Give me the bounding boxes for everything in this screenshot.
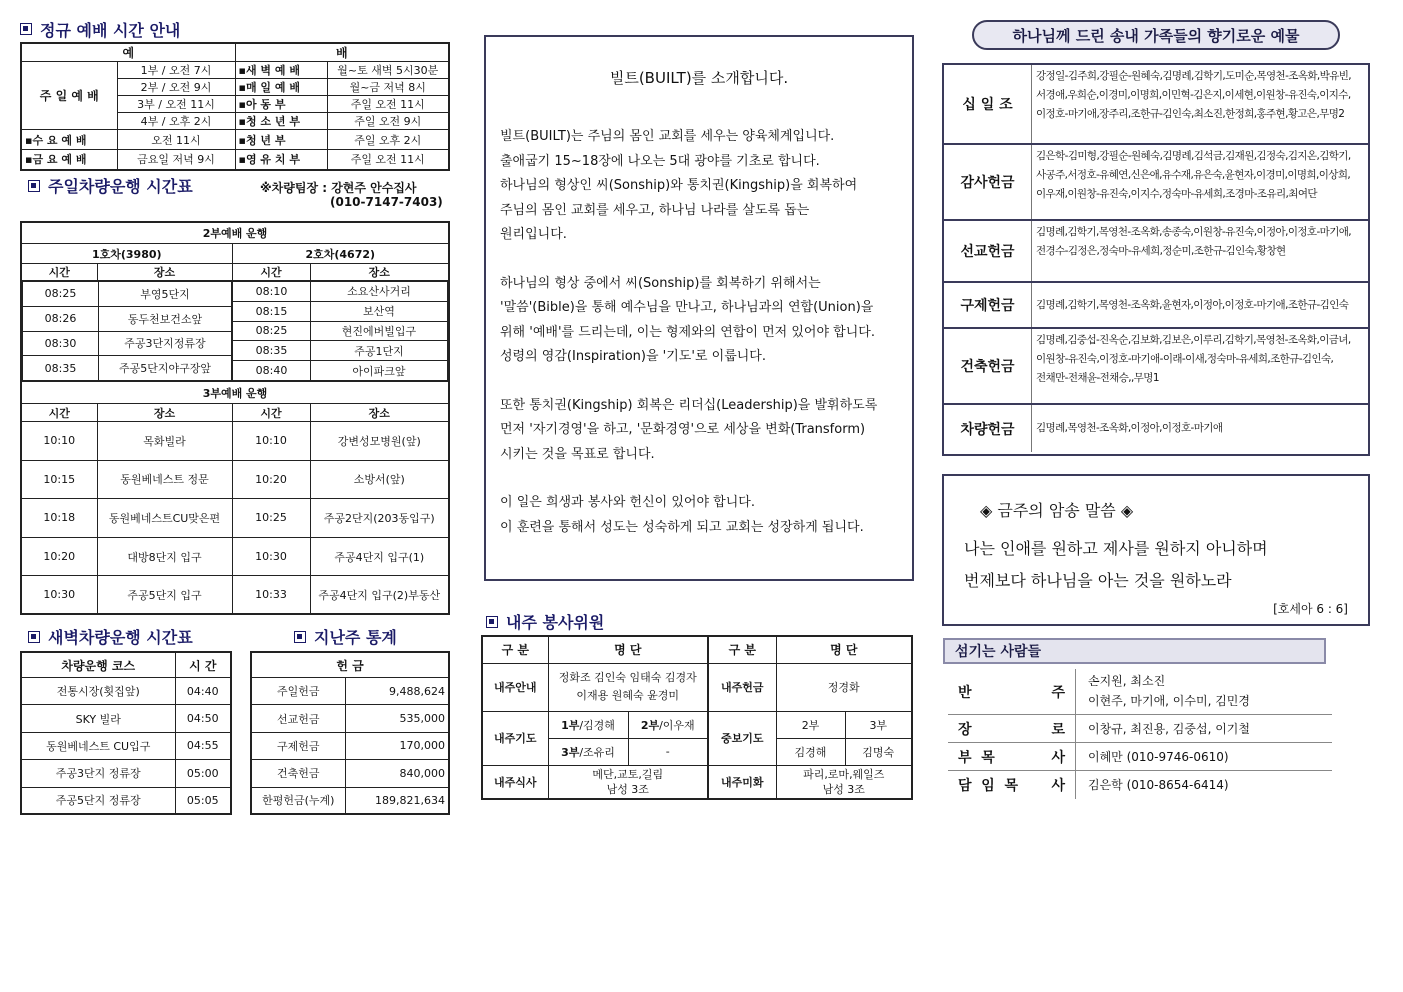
volunteers-table [481, 635, 913, 800]
car2-stops [232, 281, 448, 381]
stop-place: 주공2단지(203동입구) [310, 499, 449, 538]
staff-row-class-leaders: 반 주 손지원, 최소진 이현주, 마기애, 이수미, 김민경 [948, 669, 1332, 715]
stop-place: 부영5단지 [99, 282, 232, 307]
stop-time: 10:25 [232, 499, 310, 538]
stats-header: 헌 금 [251, 652, 449, 677]
square-bullet-icon [28, 180, 40, 192]
stop-place: 주공5단지야구장앞 [99, 356, 232, 381]
kindergarten-time: 주일 오전 11시 [327, 150, 449, 170]
course-time: 05:05 [175, 787, 231, 814]
bus-contact-name: ※차량팀장 : 강현주 안수집사 [260, 180, 417, 195]
sunday-bus-table [20, 221, 450, 616]
car2-header: 2호차(4672) [232, 244, 449, 264]
col-gubun: 구 분 [708, 636, 776, 663]
col-name: 명 단 [776, 636, 912, 663]
stop-time: 10:15 [21, 460, 97, 499]
built-title: 빌트(BUILT)를 소개합니다. [609, 69, 789, 87]
prayer-3: 3부/조유리 [548, 738, 628, 765]
youth-label: ▪청 년 부 [235, 130, 327, 150]
stop-time: 08:10 [233, 282, 311, 302]
prayer-dash: - [628, 738, 708, 765]
offering-row-vehicle: 차량헌금 김명례,목영천-조옥화,이정아,이정호-마기애 [944, 405, 1368, 452]
col-time: 시간 [21, 264, 97, 281]
offerings-title-pill: 하나님께 드린 송내 가족들의 향기로운 예물 [972, 20, 1340, 50]
youth-time: 주일 오후 2시 [327, 130, 449, 150]
course-time: 04:50 [175, 705, 231, 732]
course-stop: 동원베네스트 CU입구 [21, 732, 175, 759]
prayer-1: 1부/김경해 [548, 711, 628, 738]
worship-time: 주일 오전 11시 [327, 96, 449, 113]
stop-place: 주공3단지정류장 [99, 331, 232, 356]
stop-place: 목화빌라 [97, 422, 232, 461]
built-paragraph: 또한 통치권(Kingship) 회복은 리더십(Leadership)을 발휘하도록 먼저 '자기경영'을 하고, '문화경영'으로 세상을 변화(Transform) 시키는 것을 목표로 합니다. [500, 397, 878, 462]
stop-time: 08:26 [23, 306, 99, 331]
worship-time: 월~금 저녁 8시 [327, 79, 449, 96]
stats-table [250, 651, 450, 815]
stop-time: 10:10 [232, 422, 310, 461]
stop-place: 강변성모병원(앞) [310, 422, 449, 461]
course-time: 04:55 [175, 732, 231, 759]
square-bullet-icon [28, 631, 40, 643]
built-paragraph: 이 일은 희생과 봉사와 헌신이 있어야 합니다. 이 훈련을 통해서 성도는 성숙하게 되고 교회는 성장하게 됩니다. [500, 495, 864, 535]
service2-header: 2부예배 운행 [21, 222, 449, 244]
clean-label: 내주미화 [708, 765, 776, 799]
bus-section-title: 주일차량운행 시간표 [28, 175, 193, 197]
kindergarten-label: ▪영 유 치 부 [235, 150, 327, 170]
stat-value: 9,488,624 [345, 677, 449, 704]
stop-place: 주공1단지 [311, 341, 448, 361]
intercession-label: 중보기도 [708, 711, 776, 765]
offering-row-tithe: 십 일 조 강정일-김주희,강필순-원혜숙,김명례,김학기,도미순,목영천-조옥화,박유빈,서경애,우희순,이경미,이명희,이민혁-김은지,이세현,이원창-유진숙,이지수,이정호-마기애,장주리,조한규-김인숙,최소진,한정희,홍주현,황고은,무명2 [944, 65, 1368, 145]
stop-place: 소방서(앞) [310, 460, 449, 499]
bottom-left-tables [20, 651, 450, 815]
square-bullet-icon [294, 631, 306, 643]
stop-place: 주공5단지 입구 [97, 576, 232, 615]
stop-time: 08:25 [233, 321, 311, 341]
stat-value: 840,000 [345, 760, 449, 787]
course-time: 05:00 [175, 760, 231, 787]
dawn-bus-title: 새벽차량운행 시간표 [28, 625, 193, 648]
memory-verse-line: 번제보다 하나님을 아는 것을 원하노라 [964, 571, 1232, 590]
worship-time: 월~토 새벽 5시30분 [327, 62, 449, 79]
stat-key: 건축헌금 [251, 760, 345, 787]
col-place: 장소 [97, 264, 232, 281]
stop-place: 동원베네스트CU맞은편 [97, 499, 232, 538]
friday-worship-label: ▪금 요 예 배 [21, 150, 117, 170]
worship-header-1: 예 [21, 43, 235, 62]
stat-value: 170,000 [345, 732, 449, 759]
stats-title: 지난주 통계 [294, 625, 397, 648]
worship-label: ▪새 벽 예 배 [235, 62, 327, 79]
stop-time: 10:33 [232, 576, 310, 615]
worship-header-2: 배 [235, 43, 449, 62]
course-stop: SKY 빌라 [21, 705, 175, 732]
sunday-part: 1부 / 오전 7시 [117, 62, 235, 79]
sunday-worship-label: 주 일 예 배 [21, 62, 117, 130]
stop-place: 동원베네스트 정문 [97, 460, 232, 499]
sunday-part: 4부 / 오후 2시 [117, 113, 235, 130]
stop-time: 10:30 [21, 576, 97, 615]
meal-label: 내주식사 [482, 765, 548, 799]
friday-worship-time: 금요일 저녁 9시 [117, 150, 235, 170]
staff-title-bar: 섬기는 사람들 [943, 638, 1326, 664]
stat-key: 한평헌금(누계) [251, 787, 345, 814]
stat-key: 구제헌금 [251, 732, 345, 759]
stop-time: 10:20 [232, 460, 310, 499]
guide-names: 정화조 김인숙 임태숙 김경자 이재용 원혜숙 윤경미 [548, 663, 708, 711]
stop-time: 08:15 [233, 301, 311, 321]
col-course: 차량운행 코스 [21, 652, 175, 677]
square-bullet-icon [486, 616, 498, 628]
stop-time: 10:10 [21, 422, 97, 461]
col-gubun: 구 분 [482, 636, 548, 663]
meal-names: 메단,교토,길림 남성 3조 [548, 765, 708, 799]
stop-time: 08:35 [23, 356, 99, 381]
col-time: 시간 [232, 264, 310, 281]
col-time: 시간 [232, 404, 310, 422]
stop-place: 주공4단지 입구(1) [310, 537, 449, 576]
intercession-h2: 2부 [776, 711, 845, 738]
stop-place: 대방8단지 입구 [97, 537, 232, 576]
staff-row-elders: 장 로 이창규, 최진용, 김중섭, 이기철 [948, 715, 1332, 743]
sunday-part: 3부 / 오전 11시 [117, 96, 235, 113]
offerings-box [942, 63, 1370, 456]
worship-label: ▪청 소 년 부 [235, 113, 327, 130]
staff-row-associate-pastor: 부 목 사 이혜만 (010-9746-0610) [948, 743, 1332, 771]
intercession-h3: 3부 [845, 711, 912, 738]
course-time: 04:40 [175, 677, 231, 704]
bus-contact-phone: (010-7147-7403) [330, 194, 443, 209]
prayer-2: 2부/이우재 [628, 711, 708, 738]
offering-label: 내주헌금 [708, 663, 776, 711]
stop-place: 아이파크앞 [311, 361, 448, 381]
course-stop: 주공3단지 정류장 [21, 760, 175, 787]
stat-key: 선교헌금 [251, 705, 345, 732]
col-name: 명 단 [548, 636, 708, 663]
bus-header [20, 175, 450, 215]
stop-time: 08:25 [23, 282, 99, 307]
built-body [500, 125, 904, 540]
stop-time: 10:30 [232, 537, 310, 576]
course-stop: 주공5단지 정류장 [21, 787, 175, 814]
worship-label: ▪아 동 부 [235, 96, 327, 113]
col-time: 시 간 [175, 652, 231, 677]
staff-list [948, 669, 1332, 799]
stop-place: 동두천보건소앞 [99, 306, 232, 331]
offering-row-mission: 선교헌금 김명례,김학기,목영천-조옥화,송종숙,이원창-유진숙,이정아,이정호-마기애,전경수-김정은,정숙마-유세희,정순미,조한규-김인숙,황창현 [944, 221, 1368, 283]
worship-section-title: 정규 예배 시간 안내 [20, 18, 450, 40]
intercession-n3: 김명숙 [845, 738, 912, 765]
stop-place: 소요산사거리 [311, 282, 448, 302]
col-place: 장소 [310, 264, 449, 281]
stop-time: 10:20 [21, 537, 97, 576]
worship-schedule-table [20, 42, 450, 171]
volunteers-title: 내주 봉사위원 [486, 610, 604, 633]
built-paragraph: 하나님의 형상 중에서 씨(Sonship)를 회복하기 위해서는 '말씀'(Bible)을 통해 예수님을 만나고, 하나님과의 연합(Union)을 위해 '예배'를 드리는데, 이는 형제와의 연합이 먼저 있어야 합니다. 성령의 영감(Inspiration)을 '기도'로 이룹니다. [500, 275, 875, 364]
course-stop: 전통시장(횟집앞) [21, 677, 175, 704]
left-column [20, 18, 450, 815]
offering-row-building: 건축헌금 김명례,김중섭-진옥순,김보화,김보은,이루리,김학기,목영천-조옥화,이금녀,이원창-유진숙,이정호-마기애-이래-이새,정숙마-유세희,조한규-김인숙,전채만-전채윤-전채승,,무명1 [944, 329, 1368, 405]
memory-verse-line: 나는 인애를 원하고 제사를 원하지 아니하며 [964, 539, 1268, 558]
offering-name: 정경화 [776, 663, 912, 711]
wednesday-worship-label: ▪수 요 예 배 [21, 130, 117, 150]
service3-header: 3부예배 운행 [21, 382, 449, 404]
stat-value: 189,821,634 [345, 787, 449, 814]
col-place: 장소 [310, 404, 449, 422]
car1-header: 1호차(3980) [21, 244, 232, 264]
stat-key: 주일헌금 [251, 677, 345, 704]
stop-place: 주공4단지 입구(2)부동산 [310, 576, 449, 615]
stat-value: 535,000 [345, 705, 449, 732]
staff-row-senior-pastor: 담 임 목 사 김은학 (010-8654-6414) [948, 771, 1332, 799]
intercession-n2: 김경해 [776, 738, 845, 765]
prayer-label: 내주기도 [482, 711, 548, 765]
dawn-bus-table [20, 651, 232, 815]
stop-place: 현진에버빌입구 [311, 321, 448, 341]
worship-time: 주일 오전 9시 [327, 113, 449, 130]
sunday-part: 2부 / 오전 9시 [117, 79, 235, 96]
memory-verse-reference: [호세아 6 : 6] [1273, 602, 1348, 616]
stop-time: 10:18 [21, 499, 97, 538]
square-bullet-icon [20, 23, 32, 35]
memory-verse-box [942, 474, 1370, 626]
clean-names: 파리,로마,웨일즈 남성 3조 [776, 765, 912, 799]
offering-row-relief: 구제헌금 김명례,김학기,목영천-조옥화,윤현자,이정아,이정호-마기애,조한규-김인숙 [944, 283, 1368, 329]
offering-row-thanks: 감사헌금 김은학-김미형,강필순-원혜숙,김명례,김석금,김재원,김정숙,김지온,김학기,사공주,서정호-유혜연,신은애,유수재,유은숙,윤현자,이경미,이명희,이상희,이우재,이원창-유진숙,이지수,정숙마-유세희,조경마-조유리,최여단 [944, 145, 1368, 221]
stop-time: 08:30 [23, 331, 99, 356]
wednesday-worship-time: 오전 11시 [117, 130, 235, 150]
worship-label: ▪매 일 예 배 [235, 79, 327, 96]
col-place: 장소 [97, 404, 232, 422]
stop-place: 보산역 [311, 301, 448, 321]
bottom-left-titles [20, 623, 450, 649]
stop-time: 08:35 [233, 341, 311, 361]
guide-label: 내주안내 [482, 663, 548, 711]
stop-time: 08:40 [233, 361, 311, 381]
memory-verse-title: ◈ 금주의 암송 말씀 ◈ [980, 501, 1134, 520]
built-intro-box [484, 35, 914, 581]
col-time: 시간 [21, 404, 97, 422]
built-paragraph: 빌트(BUILT)는 주님의 몸인 교회를 세우는 양육체계입니다. 출애굽기 15~18장에 나오는 5대 광야를 기초로 합니다. 하나님의 형상인 씨(Sonship)와 통치권(Kingship)을 회복하여 주님의 몸인 교회를 세우고, 하나님 나라를 살도록 돕는 원리입니다. [500, 129, 858, 242]
car1-stops [22, 281, 232, 381]
